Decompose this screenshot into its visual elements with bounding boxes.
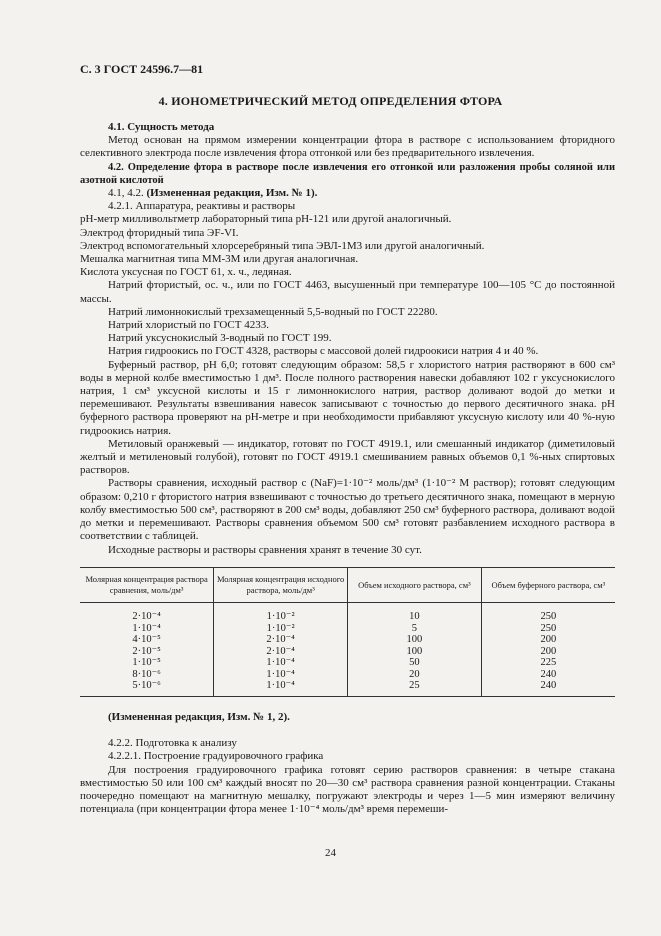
- list-item: Натрий лимоннокислый трехзамещенный 5,5-водный по ГОСТ 22280.: [108, 305, 438, 318]
- table-row: [80, 623, 615, 635]
- table-row: [80, 680, 615, 696]
- table-cell: 25: [348, 680, 482, 696]
- list-item: рН-метр милливольтметр лабораторный типа рН-121 или другой аналогичный.: [80, 213, 452, 226]
- table-row: [80, 657, 615, 669]
- table-cell: 10: [348, 611, 482, 623]
- revision-note-1-prefix: 4.1, 4.2.: [108, 187, 144, 200]
- list-item: Буферный раствор, рН 6,0; готовят следующим образом: 58,5 г хлористого натрия растворяют в 600 см³ воды в мерной колбе вместимостью 1 дм³. После полного растворения навески добавляют 102 г уксуснокислого натрия, 1 см³ уксусной кислоты и 15 г лимоннокислого натрия, раствор доливают водой до метки и перемешивают. Результаты взвешивания навесок записывают с точностью до первого десятичного знака. рН буферного раствора проверяют на рН-метре и при необходимости прибавляют уксусную кислоту или 40 %-ную гидроокись натрия.: [80, 358, 615, 437]
- dilution-table: [80, 567, 615, 697]
- page-number: 24: [325, 847, 336, 859]
- table-row: [80, 611, 615, 623]
- table-cell: 100: [348, 646, 482, 658]
- table-cell: 1·10⁻⁴: [214, 657, 348, 669]
- table-cell: 5·10⁻⁶: [80, 680, 214, 696]
- table-cell: 200: [481, 634, 615, 646]
- table-cell: 2·10⁻⁵: [132, 645, 161, 657]
- table-cell: 50: [348, 657, 482, 669]
- paragraph-4-2-2-1: Для построения градуировочного графика готовят серию растворов сравнения: в четыре стакана вместимостью 50 или 100 см³ каждый вносят по 20—30 см³ раствора сравнения разной концентрации. Стаканы поочередно помещают на магнитную мешалку, погружают электроды и через 1—5 мин измеряют величину потенциала (при концентрации фтора менее 1·10⁻⁴ моль/дм³ время перемеши-: [80, 763, 615, 816]
- table-cell: 1·10⁻⁵: [132, 657, 161, 668]
- table-header-cell: Объем буферного раствора, см³: [481, 568, 615, 603]
- list-item: Исходные растворы и растворы сравнения хранят в течение 30 сут.: [108, 543, 422, 556]
- revision-note-1: [80, 187, 615, 200]
- list-item: Растворы сравнения, исходный раствор c (NaF)=1·10⁻² моль/дм³ (1·10⁻² М раствор); готовят следующим образом: 0,210 г фтористого натрия взвешивают с точностью до третьего десятичного знака, помещают в мерную колбу вместимостью 500 см³, растворяют в 200 см³ воды, добавляют 250 см³ буферного раствора, доливают водой до метки и перемешивают. Растворы сравнения объемом 500 см³ готовят разбавлением исходного раствора в соответствии с таблицей.: [80, 477, 615, 543]
- table-row: [80, 634, 615, 646]
- table-cell: 100: [348, 634, 482, 646]
- table-cell: 225: [481, 657, 615, 669]
- heading-4-1: 4.1. Сущность метода: [108, 121, 215, 133]
- table-cell: 1·10⁻²: [214, 623, 348, 635]
- table-cell: 2·10⁻⁴: [132, 611, 161, 622]
- table-cell: 8·10⁻⁶: [132, 668, 161, 680]
- list-item: Кислота уксусная по ГОСТ 61, х. ч., ледяная.: [80, 266, 292, 279]
- table-row: [80, 646, 615, 658]
- table-cell: 1·10⁻⁴: [214, 669, 348, 681]
- table-cell: 1·10⁻²: [214, 611, 348, 623]
- list-item: Натрий хлористый по ГОСТ 4233.: [108, 319, 269, 332]
- table-header-cell: Молярная концентрация раствора сравнения, моль/дм³: [80, 568, 214, 603]
- revision-note-2: (Измененная редакция, Изм. № 1, 2).: [108, 711, 290, 723]
- section-4-2-2: [80, 737, 615, 817]
- table-cell: 4·10⁻⁵: [132, 634, 161, 645]
- table-row: [80, 669, 615, 681]
- table-cell: 20: [348, 669, 482, 681]
- heading-4-2-2-1: 4.2.2.1. Построение градуировочного графика: [108, 750, 324, 763]
- table-cell: 240: [481, 680, 615, 696]
- table-cell: 5: [348, 623, 482, 635]
- main-text: [80, 121, 615, 557]
- table-header-cell: Молярная концентрация исходного раствора, моль/дм³: [214, 568, 348, 603]
- paragraph-4-1: Метод основан на прямом измерении концентрации фтора в растворе с использованием фторидного селективного электрода после извлечения фтора отгонкой или без предварительного извлечения.: [80, 134, 615, 160]
- table-cell: 250: [481, 623, 615, 635]
- table-header-row: [80, 568, 615, 603]
- list-item: Натрий уксуснокислый 3-водный по ГОСТ 199.: [108, 332, 332, 345]
- revision-note-1-text: (Измененная редакция, Изм. № 1).: [146, 187, 318, 200]
- heading-4-2: 4.2. Определение фтора в растворе после извлечения его отгонкой или разложения пробы соляной или азотной кислотой: [80, 161, 615, 186]
- table-cell: 200: [481, 646, 615, 658]
- list-item: Электрод фторидный типа ЭF-VI.: [80, 226, 239, 239]
- table-cell: 1·10⁻⁴: [214, 680, 348, 696]
- heading-4-2-1: 4.2.1. Аппаратура, реактивы и растворы: [108, 200, 296, 213]
- table-cell: 2·10⁻⁴: [214, 634, 348, 646]
- list-item: Электрод вспомогательный хлорсеребряный типа ЭВЛ-1М3 или другой аналогичный.: [80, 239, 485, 252]
- table-cell: 2·10⁻⁴: [214, 646, 348, 658]
- table-cell: 240: [481, 669, 615, 681]
- heading-4-2-2: 4.2.2. Подготовка к анализу: [108, 737, 237, 749]
- list-item: Натрий фтористый, ос. ч., или по ГОСТ 4463, высушенный при температуре 100—105 °С до постоянной массы.: [80, 279, 615, 305]
- list-item: Мешалка магнитная типа ММ-3М или другая аналогичная.: [80, 253, 359, 266]
- table-header-cell: Объем исходного раствора, см³: [348, 568, 482, 603]
- running-header: С. 3 ГОСТ 24596.7—81: [80, 62, 204, 76]
- table-cell: 1·10⁻⁴: [132, 622, 161, 634]
- table-cell: 250: [481, 611, 615, 623]
- list-item: Метиловый оранжевый — индикатор, готовят по ГОСТ 4919.1, или смешанный индикатор (диметиловый желтый и метиленовый голубой), готовят по ГОСТ 4919.1 смешиванием равных объемов 0,1 %-ных спиртовых растворов.: [80, 437, 615, 477]
- section-title: 4. ИОНОМЕТРИЧЕСКИЙ МЕТОД ОПРЕДЕЛЕНИЯ ФТОРА: [158, 94, 503, 108]
- list-item: Натрия гидроокись по ГОСТ 4328, растворы с массовой долей гидроокиси натрия 4 и 40 %.: [108, 345, 539, 358]
